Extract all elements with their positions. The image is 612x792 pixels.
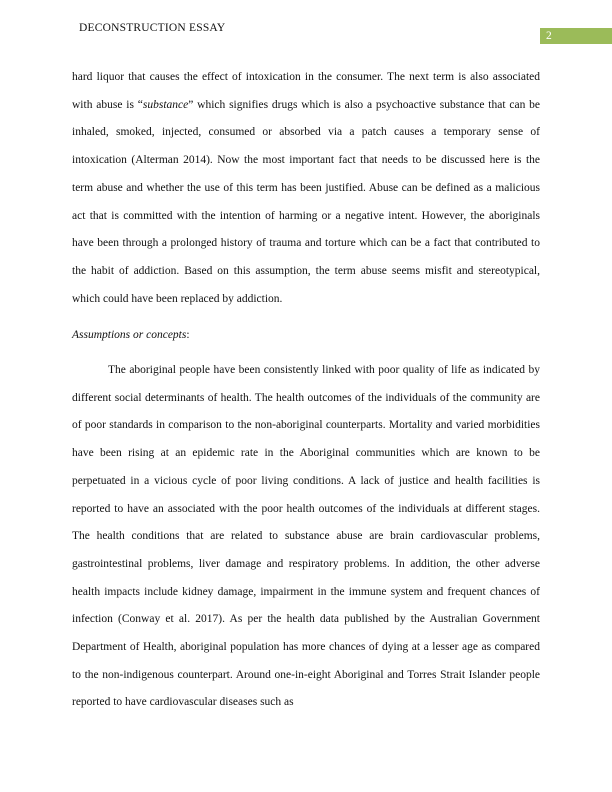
- body-paragraph-1: [72, 64, 540, 313]
- body-paragraph-2: The aboriginal people have been consistently linked with poor quality of life as indicated by different social determinants of health. The health outcomes of the individuals of the community are of poor standards in comparison to the non-aboriginal counterparts. Mortality and varied morbidities have been rising at an epidemic rate in the Aboriginal communities which are known to be perpetuated in a vicious cycle of poor living conditions. A lack of justice and health facilities is reported to have an associated with the poor health outcomes of the individuals at different stages. The health conditions that are related to substance abuse are brain cardiovascular problems, gastrointestinal problems, liver damage and respiratory problems. In addition, the other adverse health impacts include kidney damage, impairment in the immune system and frequent chances of infection (Conway et al. 2017). As per the health data published by the Australian Government Department of Health, aboriginal population has more chances of dying at a lesser age as compared to the non-indigenous counterpart. Around one-in-eight Aboriginal and Torres Strait Islander people reported to have cardiovascular diseases such as: [72, 364, 540, 709]
- page-number-badge: 2: [540, 28, 612, 44]
- emphasized-term: substance: [142, 98, 189, 111]
- running-header: DECONSTRUCTION ESSAY: [79, 22, 226, 34]
- paragraph-1-lead: hard liquor that causes the effect of intoxication in the consumer. The next term is also associated with abuse is “: [72, 71, 540, 111]
- subheading-text: Assumptions or concepts: [72, 329, 187, 341]
- subheading-colon: :: [186, 329, 190, 341]
- section-subheading: [72, 322, 190, 350]
- paragraph-1-rest: ” which signifies drugs which is also a psychoactive substance that can be inhaled, smoked, injected, consumed or absorbed via a patch causes a temporary sense of intoxication (Alterman 2014). Now the most important fact that needs to be discussed here is the term abuse and whether the use of this term has been justified. Abuse can be defined as a malicious act that is committed with the intention of harming or a negative intent. However, the aboriginals have been through a prolonged history of trauma and torture which can be a fact that contributed to the habit of addiction. Based on this assumption, the term abuse seems misfit and stereotypical, which could have been replaced by addiction.: [72, 98, 541, 305]
